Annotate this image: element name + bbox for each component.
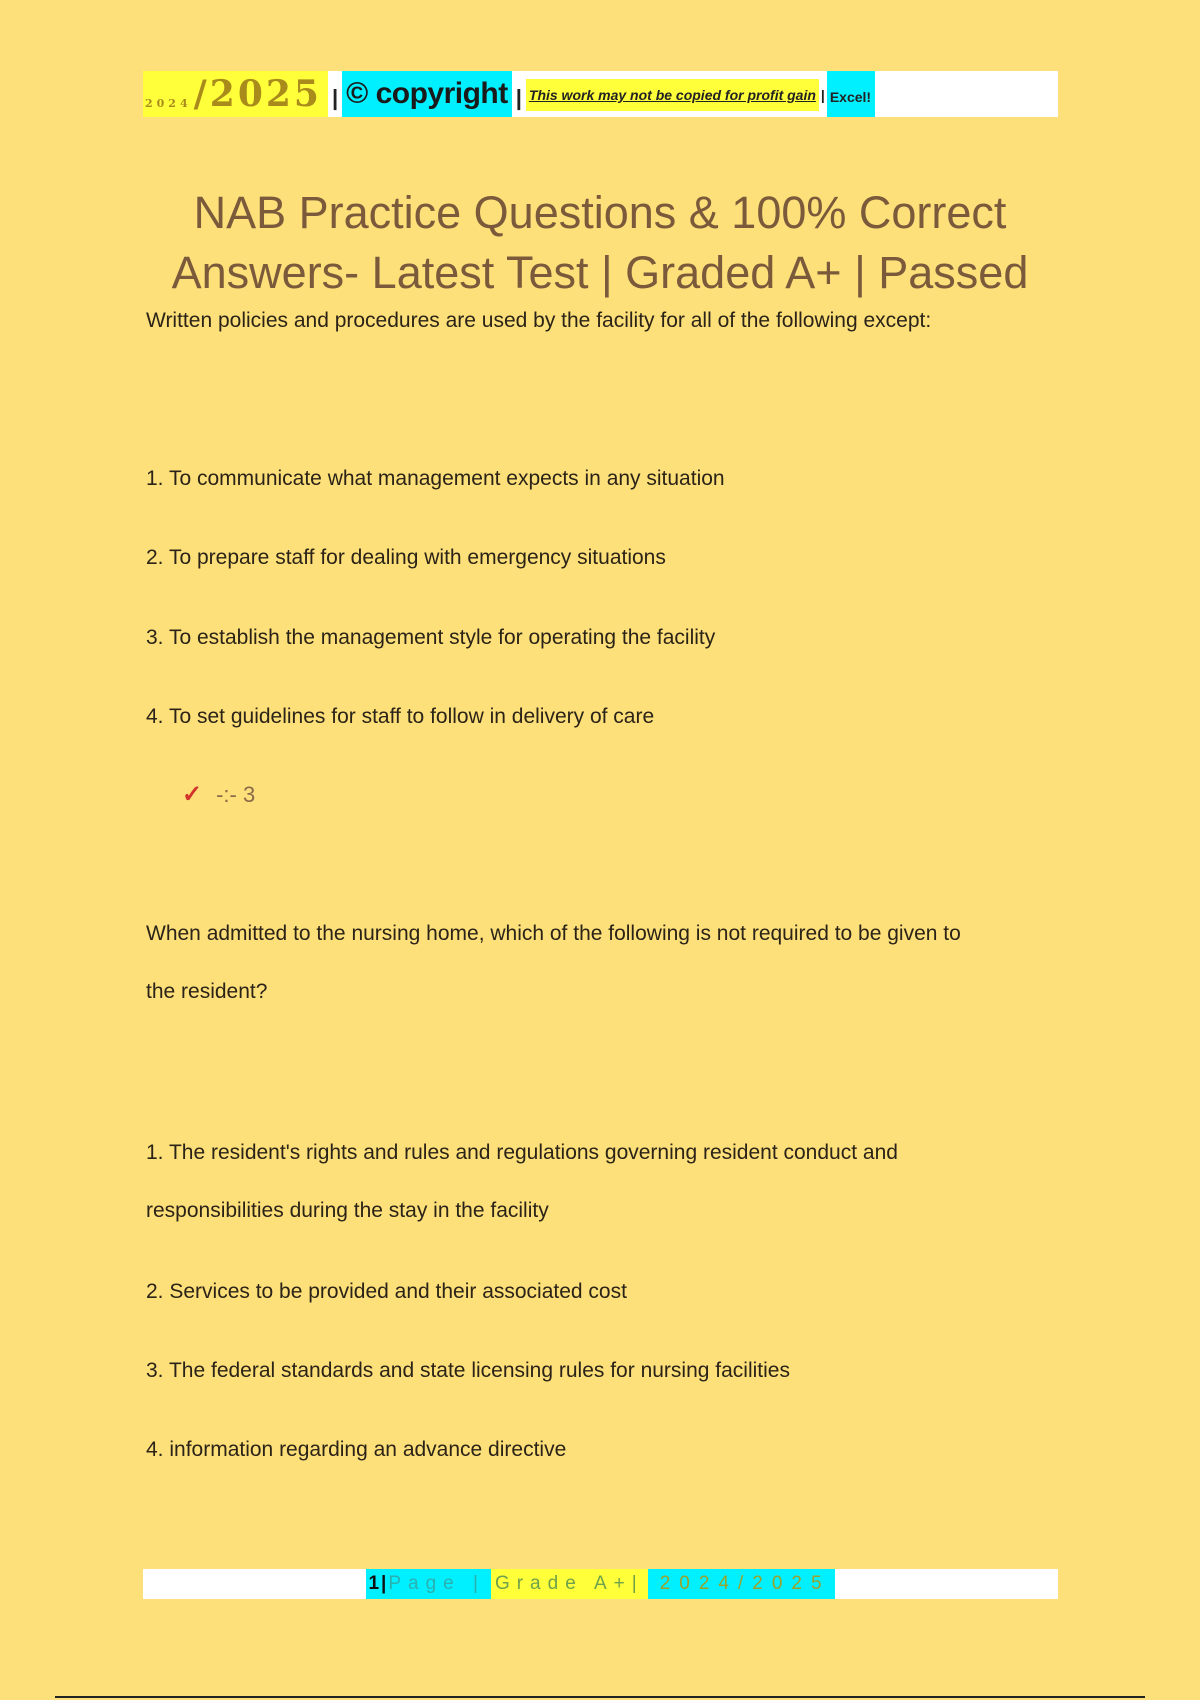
checkmark-icon: ✓ (182, 781, 203, 808)
header-year (143, 71, 328, 117)
page-bottom-rule (55, 1696, 1145, 1698)
header-copyright: © copyright (342, 71, 512, 117)
question-2-option-1: 1. The resident's rights and rules and regulations governing resident conduct and (146, 1141, 898, 1164)
title-line-2: Answers- Latest Test | Graded A+ | Passed (171, 247, 1029, 298)
question-2-option-1-cont: responsibilities during the stay in the facility (146, 1199, 549, 1222)
question-1-option-4: 4. To set guidelines for staff to follow in delivery of care (146, 705, 655, 728)
header-separator: | (331, 85, 339, 110)
grade-label: Grade A+| (491, 1569, 648, 1599)
header-banner (143, 71, 1058, 117)
footer-banner (143, 1569, 1058, 1599)
header-year-small: 2024 (145, 97, 192, 110)
answer-text: -:- 3 (216, 781, 256, 807)
header-excel: Excel! (827, 71, 875, 117)
document-title (130, 183, 1070, 303)
question-1-answer (182, 780, 255, 809)
header-separator: | (515, 85, 522, 110)
question-2-option-3: 3. The federal standards and state licensing rules for nursing facilities (146, 1359, 790, 1382)
header-year-big: /2025 (193, 73, 322, 115)
question-1-option-2: 2. To prepare staff for dealing with emergency situations (146, 546, 666, 569)
header-copy-notice: This work may not be copied for profit gain (526, 79, 819, 111)
title-line-1: NAB Practice Questions & 100% Correct (193, 187, 1007, 238)
question-1-option-1: 1. To communicate what management expects in any situation (146, 467, 725, 490)
question-2-text-line-1: When admitted to the nursing home, which of the following is not required to be given to (146, 922, 961, 945)
question-2-text-line-2: the resident? (146, 980, 268, 1003)
question-1-text: Written policies and procedures are used by the facility for all of the following except: (146, 309, 932, 332)
question-2-option-4: 4. information regarding an advance directive (146, 1438, 567, 1461)
footer-year: 2024/2025 (648, 1569, 835, 1599)
question-2-option-2: 2. Services to be provided and their associated cost (146, 1280, 627, 1303)
header-separator: | (820, 87, 825, 103)
page-number: 1| (366, 1569, 388, 1599)
page-label: Page | (388, 1569, 491, 1599)
question-1-option-3: 3. To establish the management style for operating the facility (146, 626, 716, 649)
